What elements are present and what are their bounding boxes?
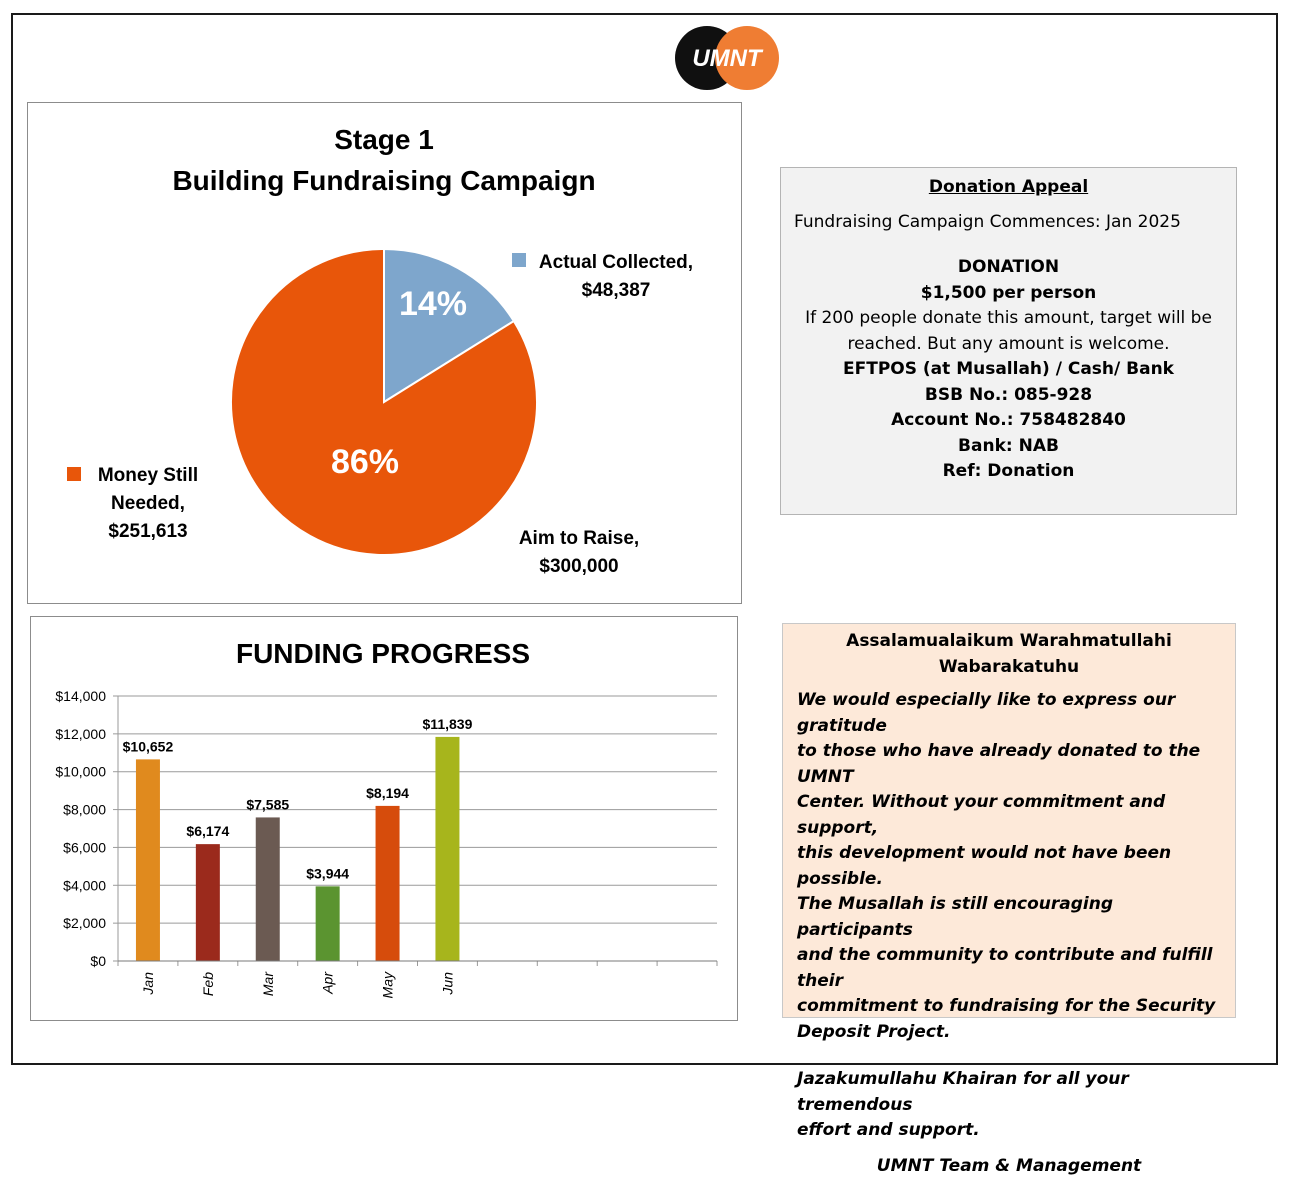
pie-title-line1: Stage 1 bbox=[334, 124, 434, 155]
donation-appeal-title: Donation Appeal bbox=[791, 175, 1226, 201]
body-line: commitment to fundraising for the Security bbox=[797, 994, 1221, 1020]
body-line: Deposit Project. bbox=[797, 1020, 1221, 1046]
account-number: Account No.: 758482840 bbox=[791, 408, 1226, 434]
donation-appeal-box bbox=[780, 167, 1237, 515]
x-category-label: May bbox=[380, 971, 396, 998]
gratitude-message-box bbox=[782, 623, 1236, 1018]
bar-series bbox=[118, 716, 717, 999]
body-line: We would especially like to express our gratitude bbox=[797, 688, 1221, 739]
bar-value-label: $10,652 bbox=[123, 738, 174, 754]
y-tick-label: $2,000 bbox=[63, 915, 106, 931]
needed-label-line1: Money Still bbox=[98, 465, 198, 486]
greeting-line2: Wabarakatuhu bbox=[797, 655, 1221, 681]
umnt-logo bbox=[675, 26, 780, 90]
pie-slices bbox=[231, 249, 537, 555]
needed-label-line3: $251,613 bbox=[108, 521, 187, 542]
aim-label-line1: Aim to Raise, bbox=[519, 528, 639, 549]
y-tick-label: $0 bbox=[90, 953, 106, 969]
body-line: this development would not have been possible. bbox=[797, 841, 1221, 892]
thanks-text bbox=[797, 1067, 1221, 1144]
x-category-label: Mar bbox=[260, 971, 276, 996]
pie-chart-panel bbox=[27, 102, 742, 604]
legend-swatch-needed bbox=[67, 467, 81, 481]
pie-title-line2: Building Fundraising Campaign bbox=[172, 165, 595, 196]
payment-methods: EFTPOS (at Musallah) / Cash/ Bank bbox=[791, 357, 1226, 383]
bar-value-label: $7,585 bbox=[246, 796, 289, 812]
x-category-label: Feb bbox=[200, 972, 216, 996]
bar-jan bbox=[136, 759, 160, 961]
bar-value-label: $6,174 bbox=[186, 823, 229, 839]
bar-value-label: $8,194 bbox=[366, 785, 409, 801]
bar-chart-panel bbox=[30, 616, 738, 1021]
y-tick-label: $4,000 bbox=[63, 877, 106, 893]
x-category-label: Apr bbox=[320, 971, 336, 995]
y-tick-label: $14,000 bbox=[55, 688, 106, 704]
y-tick-label: $6,000 bbox=[63, 839, 106, 855]
donation-heading: DONATION bbox=[791, 255, 1226, 281]
legend-swatch-collected bbox=[512, 253, 526, 267]
body-line: Center. Without your commitment and support, bbox=[797, 790, 1221, 841]
campaign-commence-text: Fundraising Campaign Commences: Jan 2025 bbox=[791, 210, 1226, 236]
x-category-label: Jan bbox=[140, 972, 156, 996]
bar-value-label: $11,839 bbox=[423, 716, 473, 732]
thanks-line: Jazakumullahu Khairan for all your tremendous bbox=[797, 1067, 1221, 1118]
pie-chart bbox=[28, 103, 743, 605]
aim-label-line2: $300,000 bbox=[539, 556, 618, 577]
bar-feb bbox=[196, 844, 220, 961]
bar-chart bbox=[31, 617, 739, 1022]
collected-label-line1: Actual Collected, bbox=[539, 252, 693, 273]
bar-chart-title: FUNDING PROGRESS bbox=[236, 638, 530, 669]
bar-value-label: $3,944 bbox=[306, 865, 349, 881]
needed-percent-label: 86% bbox=[331, 443, 399, 481]
bar-may bbox=[376, 806, 400, 961]
donation-note-line1: If 200 people donate this amount, target will be bbox=[791, 306, 1226, 332]
logo-text: UMNT bbox=[692, 45, 764, 72]
bar-mar bbox=[256, 817, 280, 961]
bank-name: Bank: NAB bbox=[791, 434, 1226, 460]
bar-apr bbox=[316, 886, 340, 961]
needed-label-line2: Needed, bbox=[111, 493, 185, 514]
donation-note-line2: reached. But any amount is welcome. bbox=[791, 332, 1226, 358]
gratitude-body bbox=[797, 688, 1221, 1045]
collected-percent-label: 14% bbox=[399, 285, 467, 323]
body-line: to those who have already donated to the UMNT bbox=[797, 739, 1221, 790]
collected-label-line2: $48,387 bbox=[582, 280, 651, 301]
y-tick-label: $12,000 bbox=[55, 726, 106, 742]
body-line: The Musallah is still encouraging participants bbox=[797, 892, 1221, 943]
y-tick-label: $10,000 bbox=[55, 764, 106, 780]
x-category-label: Jun bbox=[439, 972, 455, 996]
bsb-number: BSB No.: 085-928 bbox=[791, 383, 1226, 409]
signature: UMNT Team & Management bbox=[797, 1154, 1221, 1179]
y-tick-label: $8,000 bbox=[63, 802, 106, 818]
bar-jun bbox=[435, 737, 459, 961]
payment-reference: Ref: Donation bbox=[791, 459, 1226, 485]
greeting-line1: Assalamualaikum Warahmatullahi bbox=[797, 629, 1221, 655]
thanks-line: effort and support. bbox=[797, 1118, 1221, 1144]
body-line: and the community to contribute and fulfill their bbox=[797, 943, 1221, 994]
donation-amount: $1,500 per person bbox=[791, 281, 1226, 307]
